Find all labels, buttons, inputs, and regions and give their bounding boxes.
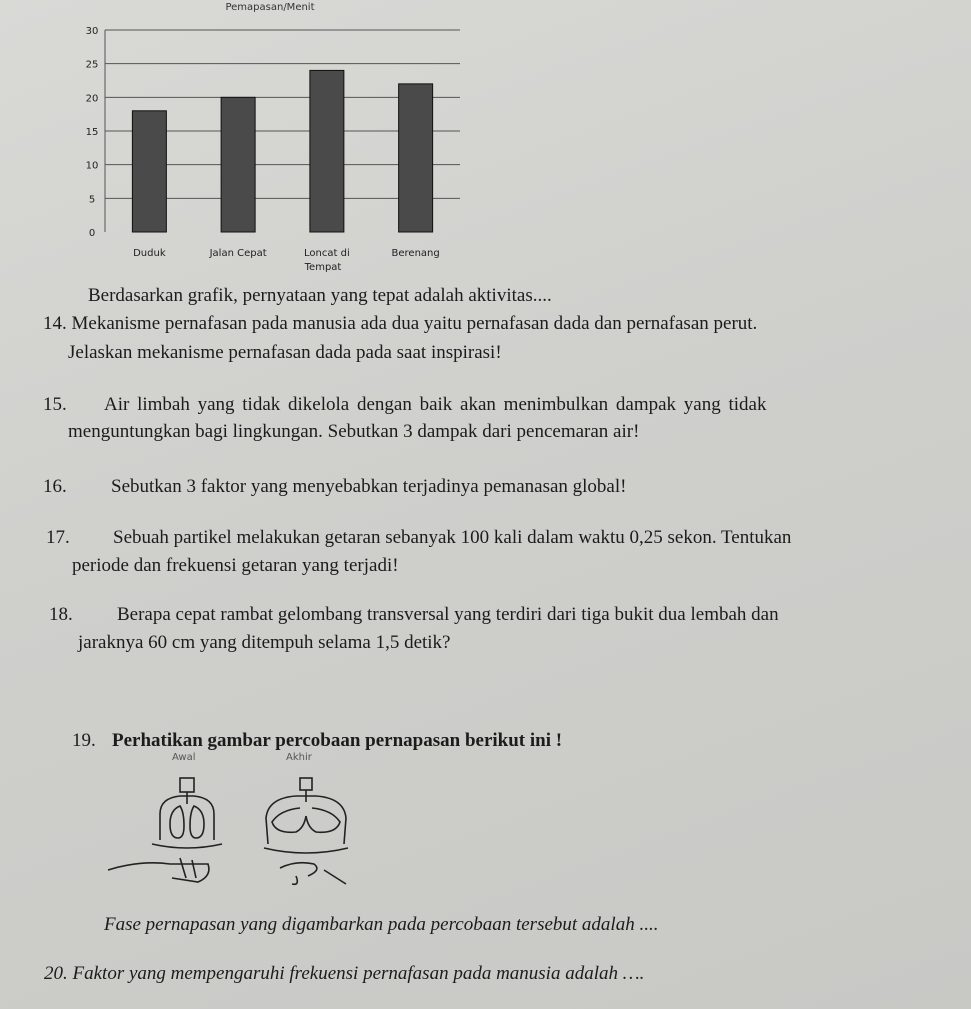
y-tick-label-0: 0 — [88, 228, 96, 239]
q15-number: 15. — [43, 394, 67, 415]
breathing-experiment-figure — [100, 752, 370, 892]
y-tick-label-10: 10 — [85, 160, 99, 172]
x-tick-label-loncat-di: Loncat di — [304, 248, 350, 259]
y-tick-label-5: 5 — [88, 194, 96, 206]
q16-number: 16. — [43, 476, 67, 497]
q19-number: 19. — [72, 730, 96, 751]
y-tick-label-30: 30 — [85, 26, 99, 37]
x-tick-label-berenang: Berenang — [391, 248, 440, 259]
chart-y-tick-labels — [86, 26, 99, 239]
q15-line2: menguntungkan bagi lingkungan. Sebutkan 3 dampak dari pencemaran air! — [68, 421, 640, 442]
bell-jar-drawing — [100, 752, 370, 892]
q18-number: 18. — [49, 604, 73, 625]
y-tick-label-20: 20 — [85, 93, 99, 105]
q18-line1: Berapa cepat rambat gelombang transversal yang terdiri dari tiga bukit dua lembah dan — [117, 604, 779, 625]
bar-duduk — [132, 111, 166, 232]
q20-line1: 20. Faktor yang mempengaruhi frekuensi pernafasan pada manusia adalah …. — [44, 963, 645, 984]
x-tick-label-duduk: Duduk — [133, 248, 166, 259]
q14-line1: 14. Mekanisme pernafasan pada manusia ada dua yaitu pernafasan dada dan pernafasan perut. — [43, 313, 758, 334]
q13-statement: Berdasarkan grafik, pernyataan yang tepat adalah aktivitas.... — [88, 285, 552, 306]
chart-x-axis-label: Tempat — [304, 262, 342, 273]
q19-statement: Fase pernapasan yang digambarkan pada percobaan tersebut adalah .... — [104, 914, 659, 935]
q15-line1: Air limbah yang tidak dikelola dengan baik akan menimbulkan dampak yang tidak — [104, 394, 767, 415]
chart-title: Pemapasan/Menit — [225, 2, 315, 13]
q19-title: Perhatikan gambar percobaan pernapasan berikut ini ! — [112, 730, 563, 751]
chart-x-tick-labels — [133, 248, 440, 259]
bar-berenang — [399, 84, 433, 232]
q18-line2: jaraknya 60 cm yang ditempuh selama 1,5 detik? — [78, 632, 451, 653]
y-tick-label-15: 15 — [85, 127, 99, 138]
y-tick-label-25: 25 — [85, 59, 99, 71]
q17-number: 17. — [46, 527, 70, 548]
bar-chart — [0, 0, 971, 290]
label-start: Awal — [172, 752, 196, 763]
q14-line2: Jelaskan mekanisme pernafasan dada pada saat inspirasi! — [68, 342, 502, 363]
q16-line1: Sebutkan 3 faktor yang menyebabkan terjadinya pemanasan global! — [111, 476, 627, 497]
q17-line2: periode dan frekuensi getaran yang terjadi! — [72, 555, 399, 576]
x-tick-label-jalan-cepat: Jalan Cepat — [209, 248, 267, 259]
bar-jalan-cepat — [221, 97, 255, 232]
bar-loncat-di — [310, 70, 344, 232]
q17-line1: Sebuah partikel melakukan getaran sebanyak 100 kali dalam waktu 0,25 sekon. Tentukan — [113, 527, 792, 548]
chart-bars — [132, 70, 432, 232]
label-end: Akhir — [286, 752, 312, 763]
